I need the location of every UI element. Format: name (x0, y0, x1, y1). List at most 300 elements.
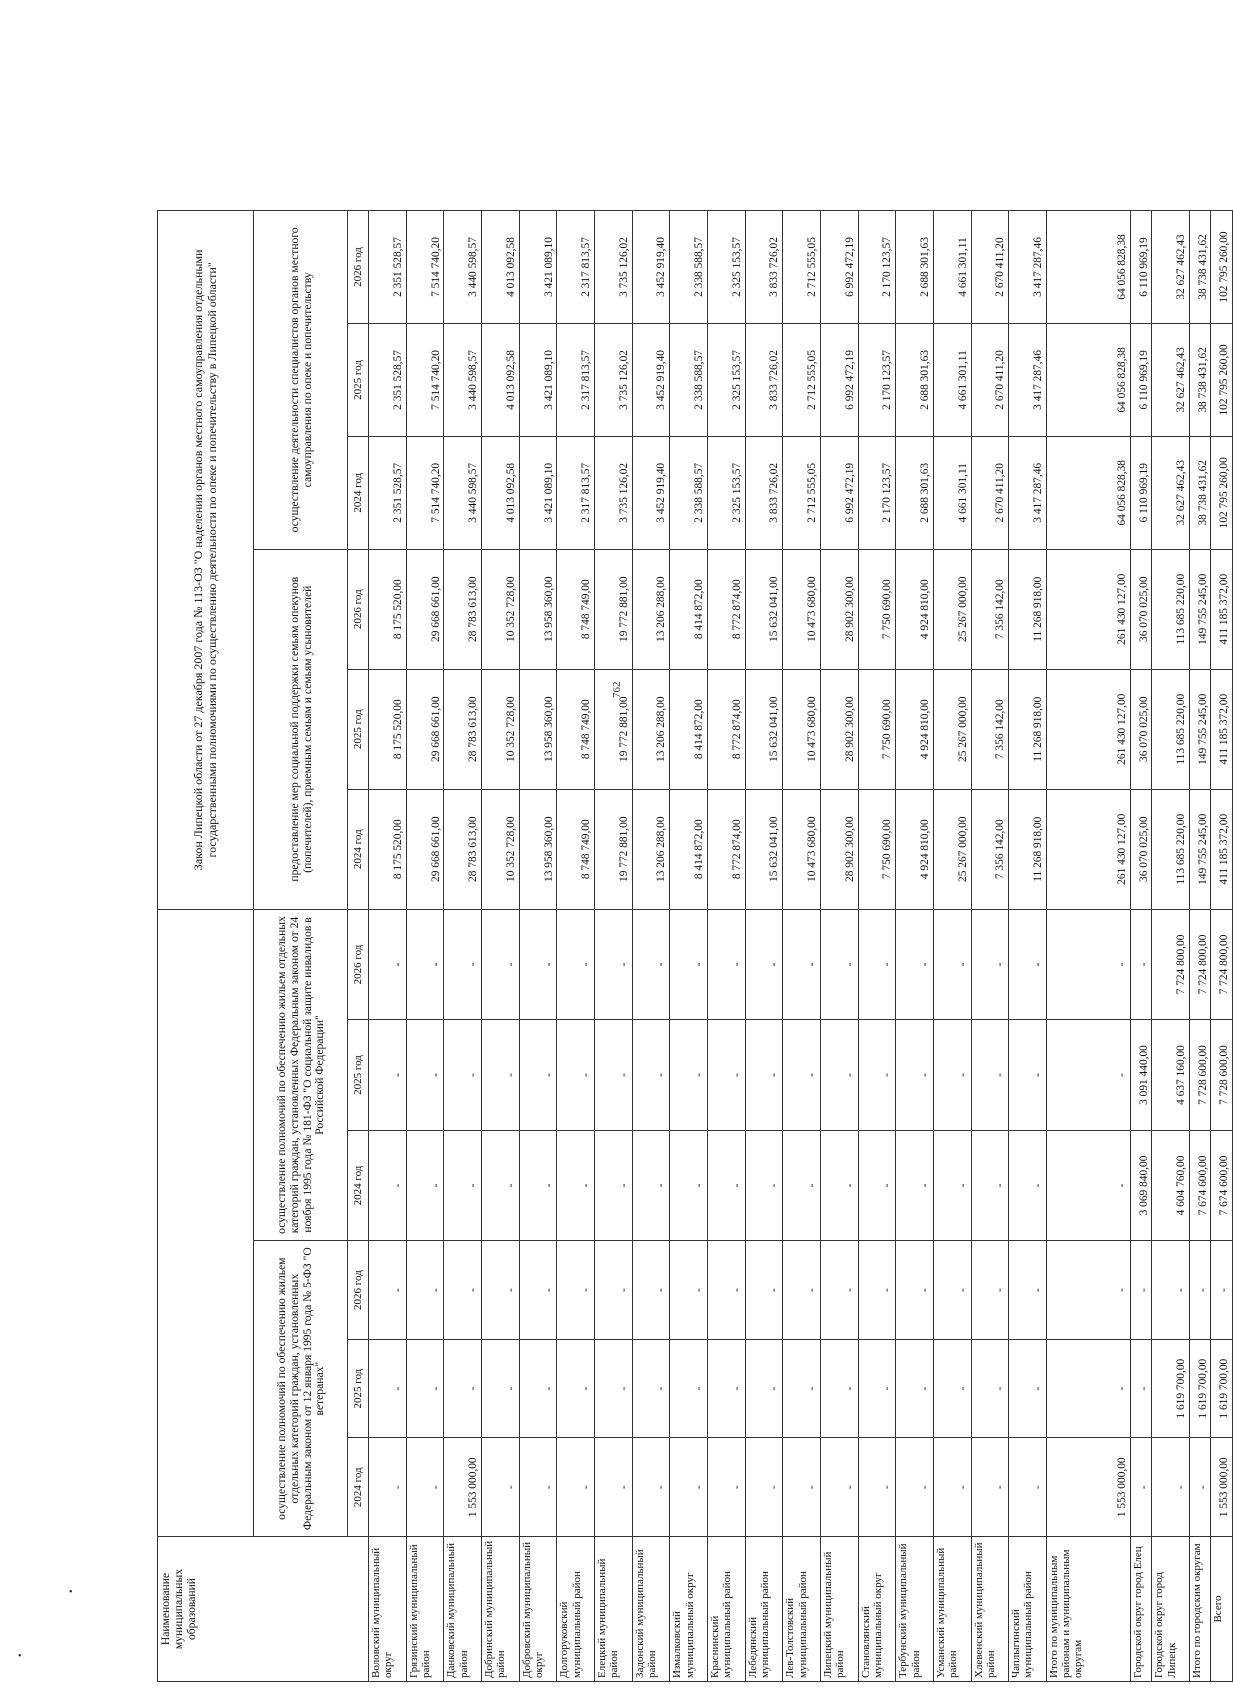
value-cell: 8 175 520,00 (369, 549, 407, 669)
row-label: Усманский муниципальный район (933, 1537, 971, 1682)
value-cell: 36 070 025,00 (1130, 789, 1151, 909)
value-cell: - (632, 1339, 670, 1438)
row-label: Данковский муниципальный район (444, 1537, 482, 1682)
row-label: Измалковский муниципальный округ (670, 1537, 708, 1682)
value-cell: 19 772 881,00 (594, 789, 632, 909)
value-cell: - (745, 1438, 783, 1537)
value-cell: - (820, 1241, 858, 1340)
value-cell: 2 338 588,57 (670, 323, 708, 436)
value-cell: 7 724 800,00 (1189, 909, 1210, 1020)
year-header: 2026 год (348, 1241, 369, 1340)
value-cell: - (444, 1241, 482, 1340)
value-cell: 7 728 600,00 (1211, 1020, 1233, 1130)
row-label: Тербунский муниципальный район (896, 1537, 934, 1682)
value-cell: 2 712 555,05 (783, 436, 821, 549)
value-cell: 411 185 372,00 (1211, 789, 1233, 909)
value-cell: 28 902 300,00 (820, 549, 858, 669)
value-cell: - (444, 909, 482, 1020)
value-cell: - (1046, 1339, 1130, 1438)
city-row (1130, 211, 1151, 1682)
value-cell: - (1152, 1241, 1190, 1340)
value-cell: - (369, 1020, 407, 1130)
row-label: Итого по муниципальным районам и муниципальным округам (1046, 1537, 1130, 1682)
value-cell: - (783, 1130, 821, 1240)
value-cell: 3 452 919,40 (632, 436, 670, 549)
value-cell: - (594, 1438, 632, 1537)
value-cell: 8 772 874,00 (707, 669, 745, 789)
value-cell: 28 902 300,00 (820, 669, 858, 789)
value-cell: 28 783 613,00 (444, 789, 482, 909)
value-cell: 38 738 431,62 (1189, 211, 1210, 324)
value-cell: 2 670 411,20 (971, 211, 1009, 324)
row-label: Грязинский муниципальный район (406, 1537, 444, 1682)
value-cell: 29 668 661,00 (406, 789, 444, 909)
year-header: 2026 год (348, 211, 369, 324)
value-cell: 2 325 153,57 (707, 211, 745, 324)
value-cell: 15 632 041,00 (745, 669, 783, 789)
value-cell: - (707, 1339, 745, 1438)
value-cell: 261 430 127,00 (1046, 669, 1130, 789)
table-row (670, 211, 708, 1682)
city-row (1152, 211, 1190, 1682)
year-header: 2024 год (348, 1438, 369, 1537)
value-cell: 102 795 260,00 (1211, 436, 1233, 549)
value-cell: - (519, 909, 557, 1020)
value-cell: 3 417 287,46 (1009, 436, 1047, 549)
value-cell: 4 924 810,00 (896, 669, 934, 789)
row-label: Задонский муниципальный район (632, 1537, 670, 1682)
year-header: 2025 год (348, 1020, 369, 1130)
value-cell: - (783, 1241, 821, 1340)
value-cell: - (1130, 1438, 1151, 1537)
value-cell: - (933, 1241, 971, 1340)
value-cell: 3 440 598,57 (444, 323, 482, 436)
table-row (896, 211, 934, 1682)
value-cell: 2 712 555,05 (783, 323, 821, 436)
value-cell: 7 356 142,00 (971, 789, 1009, 909)
value-cell: - (670, 1130, 708, 1240)
value-cell: - (406, 909, 444, 1020)
value-cell: 2 712 555,05 (783, 211, 821, 324)
value-cell: 7 750 690,00 (858, 549, 896, 669)
value-cell: 149 755 245,00 (1189, 549, 1210, 669)
value-cell: 2 317 813,57 (557, 323, 595, 436)
value-cell: 3 421 089,10 (519, 436, 557, 549)
value-cell: - (820, 1339, 858, 1438)
value-cell: 4 661 301,11 (933, 436, 971, 549)
table-row (406, 211, 444, 1682)
value-cell: 3 069 840,00 (1130, 1130, 1151, 1240)
value-cell: 6 110 969,19 (1130, 436, 1151, 549)
row-label: Воловский муниципальный округ (369, 1537, 407, 1682)
row-label: Краснинский муниципальный район (707, 1537, 745, 1682)
value-cell: - (707, 1438, 745, 1537)
value-cell: 4 604 760,00 (1152, 1130, 1190, 1240)
value-cell: 7 514 740,20 (406, 436, 444, 549)
value-cell: 13 958 360,00 (519, 669, 557, 789)
value-cell: - (896, 1339, 934, 1438)
value-cell: 10 473 680,00 (783, 669, 821, 789)
value-cell: - (896, 909, 934, 1020)
table-row (820, 211, 858, 1682)
group-header-guardianship-specialists: осуществление деятельности специалистов органов местного самоуправления по опеке и попечительству (254, 211, 348, 550)
value-cell: - (1046, 1020, 1130, 1130)
value-cell: - (971, 1020, 1009, 1130)
value-cell: 4 637 160,00 (1152, 1020, 1190, 1130)
value-cell: 4 924 810,00 (896, 789, 934, 909)
table-row (481, 211, 519, 1682)
value-cell: - (783, 909, 821, 1020)
value-cell: - (896, 1020, 934, 1130)
value-cell: 32 627 462,43 (1152, 436, 1190, 549)
grand-total-row (1211, 211, 1233, 1682)
table-row (933, 211, 971, 1682)
value-cell: 1 619 700,00 (1211, 1339, 1233, 1438)
value-cell: 6 992 472,19 (820, 436, 858, 549)
value-cell: 411 185 372,00 (1211, 669, 1233, 789)
row-label: Лев-Толстовский муниципальный район (783, 1537, 821, 1682)
value-cell: 64 056 828,38 (1046, 436, 1130, 549)
blank-header-cell (158, 909, 254, 1536)
value-cell: - (1189, 1241, 1210, 1340)
value-cell: - (1211, 1241, 1233, 1340)
table-row (632, 211, 670, 1682)
value-cell: 15 632 041,00 (745, 789, 783, 909)
value-cell: - (971, 1438, 1009, 1537)
table-row (444, 211, 482, 1682)
value-cell: 6 992 472,19 (820, 211, 858, 324)
value-cell: - (820, 1020, 858, 1130)
value-cell: - (444, 1339, 482, 1438)
value-cell: - (745, 909, 783, 1020)
value-cell: - (557, 909, 595, 1020)
page-number: 762 (611, 681, 623, 698)
value-cell: 28 783 613,00 (444, 549, 482, 669)
value-cell: 28 902 300,00 (820, 789, 858, 909)
value-cell: 2 338 588,57 (670, 211, 708, 324)
value-cell: 102 795 260,00 (1211, 211, 1233, 324)
year-header: 2024 год (348, 1130, 369, 1240)
value-cell: - (481, 909, 519, 1020)
value-cell: 32 627 462,43 (1152, 323, 1190, 436)
value-cell: 2 688 301,63 (896, 436, 934, 549)
value-cell: - (632, 909, 670, 1020)
value-cell: - (369, 1241, 407, 1340)
value-cell: - (933, 1130, 971, 1240)
value-cell: - (369, 1438, 407, 1537)
value-cell: 7 514 740,20 (406, 323, 444, 436)
value-cell: 4 013 092,58 (481, 211, 519, 324)
value-cell: - (745, 1339, 783, 1438)
row-label: Всего (1211, 1537, 1233, 1682)
value-cell: 8 414 872,00 (670, 669, 708, 789)
value-cell: - (406, 1438, 444, 1537)
value-cell: - (670, 1020, 708, 1130)
value-cell: 149 755 245,00 (1189, 669, 1210, 789)
value-cell: 3 421 089,10 (519, 323, 557, 436)
value-cell: - (632, 1130, 670, 1240)
value-cell: - (557, 1130, 595, 1240)
value-cell: - (1009, 909, 1047, 1020)
value-cell: - (933, 1020, 971, 1130)
year-header: 2024 год (348, 789, 369, 909)
value-cell: - (444, 1130, 482, 1240)
value-cell: 7 674 600,00 (1211, 1130, 1233, 1240)
value-cell: - (783, 1020, 821, 1130)
table-row (707, 211, 745, 1682)
value-cell: - (858, 1130, 896, 1240)
value-cell: - (971, 909, 1009, 1020)
value-cell: - (670, 1438, 708, 1537)
value-cell: 8 175 520,00 (369, 789, 407, 909)
value-cell: - (670, 909, 708, 1020)
value-cell: - (594, 1339, 632, 1438)
value-cell: - (519, 1130, 557, 1240)
law-header: Закон Липецкой области от 27 декабря 2007 года № 113-ОЗ "О наделении органов местного самоуправления отдельными государственными полномочиями по осуществлению деятельности по опеке и попечительству в Липецкой области" (158, 211, 254, 910)
value-cell: - (1130, 1241, 1151, 1340)
value-cell: 4 661 301,11 (933, 211, 971, 324)
table-row (858, 211, 896, 1682)
value-cell: 36 070 025,00 (1130, 669, 1151, 789)
value-cell: - (1046, 1130, 1130, 1240)
rotated-table-container (157, 210, 1233, 1682)
value-cell: 411 185 372,00 (1211, 549, 1233, 669)
value-cell: 4 924 810,00 (896, 549, 934, 669)
value-cell: - (557, 1241, 595, 1340)
table-row (1009, 211, 1047, 1682)
value-cell: - (632, 1241, 670, 1340)
value-cell: - (519, 1339, 557, 1438)
value-cell: 2 351 528,57 (369, 211, 407, 324)
value-cell: - (858, 1020, 896, 1130)
value-cell: - (632, 1020, 670, 1130)
value-cell: - (369, 1339, 407, 1438)
value-cell: - (406, 1339, 444, 1438)
value-cell: - (896, 1438, 934, 1537)
value-cell: 113 685 220,00 (1152, 549, 1190, 669)
value-cell: 2 170 123,57 (858, 323, 896, 436)
value-cell: 13 206 288,00 (632, 789, 670, 909)
value-cell: - (557, 1438, 595, 1537)
value-cell: 10 352 728,00 (481, 789, 519, 909)
value-cell: 3 440 598,57 (444, 211, 482, 324)
value-cell: 4 013 092,58 (481, 323, 519, 436)
scan-mark: • (69, 1587, 73, 1598)
value-cell: 3 421 089,10 (519, 211, 557, 324)
value-cell: 29 668 661,00 (406, 669, 444, 789)
value-cell: 3 417 287,46 (1009, 323, 1047, 436)
value-cell: 7 356 142,00 (971, 549, 1009, 669)
year-header: 2026 год (348, 909, 369, 1020)
value-cell: 10 473 680,00 (783, 549, 821, 669)
value-cell: 25 267 000,00 (933, 549, 971, 669)
value-cell: - (1009, 1339, 1047, 1438)
value-cell: - (745, 1130, 783, 1240)
value-cell: - (406, 1241, 444, 1340)
table-row (369, 211, 407, 1682)
value-cell: 10 473 680,00 (783, 789, 821, 909)
subtotal-districts-row (1046, 211, 1130, 1682)
value-cell: 3 091 440,00 (1130, 1020, 1151, 1130)
value-cell: - (594, 1020, 632, 1130)
value-cell: 1 553 000,00 (1211, 1438, 1233, 1537)
value-cell: - (820, 1130, 858, 1240)
value-cell: 2 688 301,63 (896, 211, 934, 324)
value-cell: 10 352 728,00 (481, 669, 519, 789)
value-cell: 4 661 301,11 (933, 323, 971, 436)
value-cell: 261 430 127,00 (1046, 549, 1130, 669)
row-label: Чаплыгинский муниципальный район (1009, 1537, 1047, 1682)
value-cell: 64 056 828,38 (1046, 323, 1130, 436)
value-cell: - (369, 909, 407, 1020)
value-cell: 7 356 142,00 (971, 669, 1009, 789)
value-cell: 8 414 872,00 (670, 789, 708, 909)
group-header-guardian-families: предоставление мер социальной поддержки семьям опекунов (попечителей), приемным семьям и семьям усыновителей (254, 549, 348, 909)
value-cell: 113 685 220,00 (1152, 669, 1190, 789)
table-row (519, 211, 557, 1682)
row-label: Становлянский муниципальный округ (858, 1537, 896, 1682)
value-cell: - (481, 1339, 519, 1438)
value-cell: - (858, 1339, 896, 1438)
value-cell: 7 674 600,00 (1189, 1130, 1210, 1240)
table-row (557, 211, 595, 1682)
value-cell: 11 268 918,00 (1009, 789, 1047, 909)
value-cell: 7 724 800,00 (1152, 909, 1190, 1020)
value-cell: - (369, 1130, 407, 1240)
table-row (971, 211, 1009, 1682)
value-cell: 7 514 740,20 (406, 211, 444, 324)
value-cell: 6 110 969,19 (1130, 211, 1151, 324)
value-cell: 1 553 000,00 (1046, 1438, 1130, 1537)
value-cell: - (745, 1020, 783, 1130)
value-cell: 113 685 220,00 (1152, 789, 1190, 909)
value-cell: 8 748 749,00 (557, 669, 595, 789)
value-cell: 6 110 969,19 (1130, 323, 1151, 436)
table-row (745, 211, 783, 1682)
value-cell: 2 688 301,63 (896, 323, 934, 436)
value-cell: 3 833 726,02 (745, 323, 783, 436)
table-row (783, 211, 821, 1682)
value-cell: 3 417 287,46 (1009, 211, 1047, 324)
value-cell: 3 452 919,40 (632, 323, 670, 436)
value-cell: 102 795 260,00 (1211, 323, 1233, 436)
value-cell: 8 748 749,00 (557, 549, 595, 669)
value-cell: 2 670 411,20 (971, 323, 1009, 436)
row-label: Добринский муниципальный район (481, 1537, 519, 1682)
value-cell: - (707, 1130, 745, 1240)
value-cell: 7 750 690,00 (858, 789, 896, 909)
value-cell: 13 958 360,00 (519, 789, 557, 909)
value-cell: 7 750 690,00 (858, 669, 896, 789)
value-cell: 13 206 288,00 (632, 549, 670, 669)
subtotal-cities-row (1189, 211, 1210, 1682)
value-cell: - (858, 1241, 896, 1340)
row-label: Хлевенский муниципальный район (971, 1537, 1009, 1682)
value-cell: 2 338 588,57 (670, 436, 708, 549)
group-header-disabled: осуществление полномочий по обеспечению жильем отдельных категорий граждан, установленных Федеральным законом от 24 ноября 1995 года № 181-ФЗ "О социальной защите инвалидов в Российской Федерации" (254, 909, 348, 1241)
row-label: Городской округ город Липецк (1152, 1537, 1190, 1682)
value-cell: 7 724 800,00 (1211, 909, 1233, 1020)
value-cell: 2 351 528,57 (369, 436, 407, 549)
value-cell: - (858, 1438, 896, 1537)
year-header: 2024 год (348, 436, 369, 549)
value-cell: 28 783 613,00 (444, 669, 482, 789)
name-column-header: Наименование муниципальных образований (158, 1537, 369, 1682)
value-cell: 13 958 360,00 (519, 549, 557, 669)
value-cell: - (1046, 1241, 1130, 1340)
year-header: 2025 год (348, 323, 369, 436)
value-cell: 19 772 881,00 (594, 669, 632, 789)
value-cell: - (519, 1020, 557, 1130)
value-cell: - (707, 909, 745, 1020)
row-label: Итого по городским округам (1189, 1537, 1210, 1682)
value-cell: - (1009, 1438, 1047, 1537)
value-cell: 3 452 919,40 (632, 211, 670, 324)
value-cell: 2 325 153,57 (707, 436, 745, 549)
value-cell: 64 056 828,38 (1046, 211, 1130, 324)
value-cell: - (481, 1130, 519, 1240)
value-cell: - (444, 1020, 482, 1130)
value-cell: 8 772 874,00 (707, 789, 745, 909)
value-cell: - (481, 1020, 519, 1130)
value-cell: 4 013 092,58 (481, 436, 519, 549)
value-cell: 2 317 813,57 (557, 436, 595, 549)
value-cell: - (406, 1130, 444, 1240)
value-cell: - (1130, 1339, 1151, 1438)
scan-mark: • (18, 1651, 22, 1662)
value-cell: - (971, 1130, 1009, 1240)
value-cell: - (670, 1339, 708, 1438)
value-cell: - (971, 1241, 1009, 1340)
value-cell: 11 268 918,00 (1009, 669, 1047, 789)
value-cell: 8 414 872,00 (670, 549, 708, 669)
value-cell: - (783, 1339, 821, 1438)
row-label: Лебедянский муниципальный район (745, 1537, 783, 1682)
value-cell: 3 735 126,02 (594, 323, 632, 436)
value-cell: 2 670 411,20 (971, 436, 1009, 549)
value-cell: 32 627 462,43 (1152, 211, 1190, 324)
value-cell: 38 738 431,62 (1189, 436, 1210, 549)
value-cell: - (1009, 1130, 1047, 1240)
value-cell: - (707, 1241, 745, 1340)
table-body (369, 211, 1233, 1682)
value-cell: 8 772 874,00 (707, 549, 745, 669)
value-cell: - (1130, 909, 1151, 1020)
row-label: Долгоруковский муниципальный район (557, 1537, 595, 1682)
year-header: 2025 год (348, 669, 369, 789)
value-cell: - (670, 1241, 708, 1340)
value-cell: 3 833 726,02 (745, 436, 783, 549)
value-cell: 2 317 813,57 (557, 211, 595, 324)
value-cell: - (1189, 1438, 1210, 1537)
value-cell: 29 668 661,00 (406, 549, 444, 669)
value-cell: - (519, 1438, 557, 1537)
value-cell: - (820, 909, 858, 1020)
value-cell: - (594, 1130, 632, 1240)
value-cell: 8 748 749,00 (557, 789, 595, 909)
value-cell: 38 738 431,62 (1189, 323, 1210, 436)
value-cell: 1 553 000,00 (444, 1438, 482, 1537)
value-cell: - (481, 1438, 519, 1537)
value-cell: 3 440 598,57 (444, 436, 482, 549)
value-cell: 261 430 127,00 (1046, 789, 1130, 909)
value-cell: 13 206 288,00 (632, 669, 670, 789)
row-label: Добровский муниципальный округ (519, 1537, 557, 1682)
row-label: Городской округ город Елец (1130, 1537, 1151, 1682)
value-cell: - (971, 1339, 1009, 1438)
value-cell: - (933, 1438, 971, 1537)
value-cell: 6 992 472,19 (820, 323, 858, 436)
